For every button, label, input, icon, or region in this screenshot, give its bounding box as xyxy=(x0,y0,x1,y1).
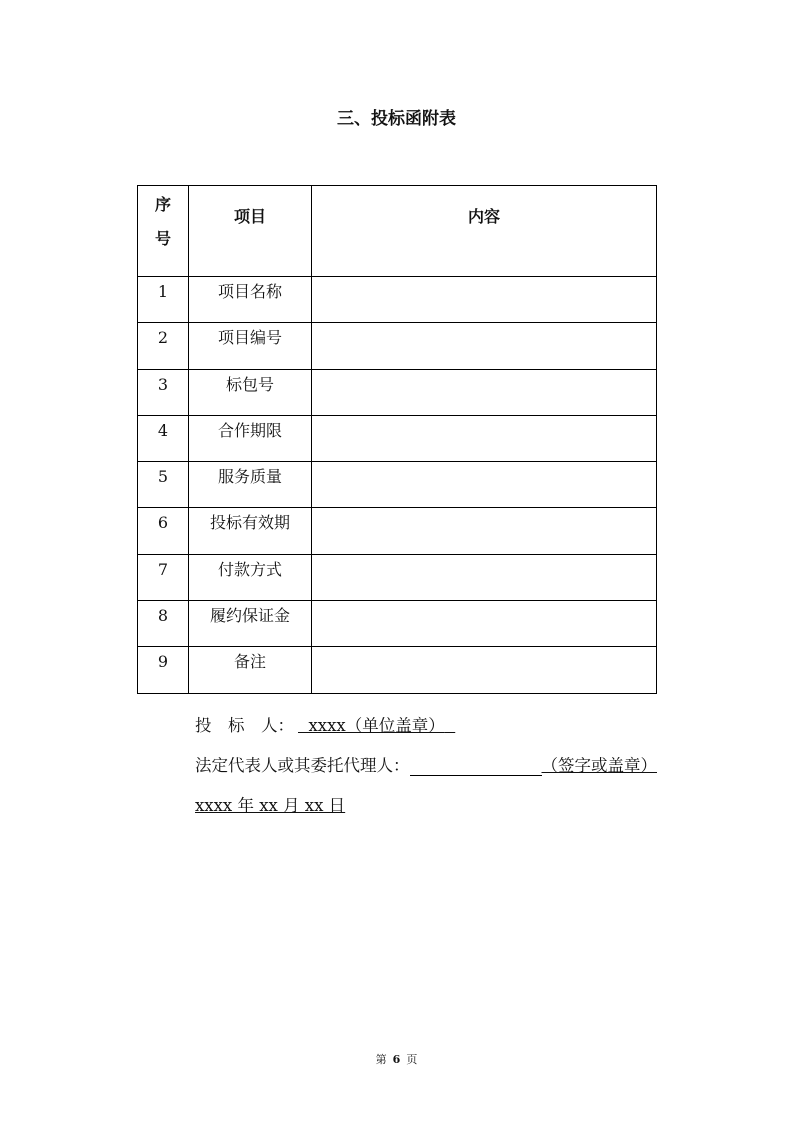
row-number: 1 xyxy=(138,277,189,323)
representative-signature-blank[interactable] xyxy=(410,757,542,776)
row-number: 6 xyxy=(138,508,189,554)
page-number: 6 xyxy=(392,1053,401,1066)
row-number: 9 xyxy=(138,647,189,693)
row-content[interactable] xyxy=(312,277,657,323)
row-number: 3 xyxy=(138,369,189,415)
header-seq-line2: 号 xyxy=(154,229,171,248)
row-number: 2 xyxy=(138,323,189,369)
table-row xyxy=(138,277,657,323)
representative-note: （签字或盖章） xyxy=(541,756,657,775)
table-row xyxy=(138,323,657,369)
row-number: 8 xyxy=(138,601,189,647)
table-row xyxy=(138,647,657,693)
header-seq-line1: 序 xyxy=(154,195,171,214)
page-title: 三、投标函附表 xyxy=(337,109,456,129)
row-content[interactable] xyxy=(312,554,657,600)
header-item: 项目 xyxy=(189,186,312,277)
table-row xyxy=(138,415,657,461)
table-row xyxy=(138,462,657,508)
row-content[interactable] xyxy=(312,415,657,461)
bid-appendix-table xyxy=(137,185,657,694)
row-item: 合作期限 xyxy=(189,415,312,461)
page-footer xyxy=(0,1051,793,1067)
row-item: 付款方式 xyxy=(189,554,312,600)
table-row xyxy=(138,508,657,554)
row-content[interactable] xyxy=(312,323,657,369)
row-item: 项目名称 xyxy=(189,277,312,323)
table-header-row xyxy=(138,186,657,277)
table-row xyxy=(138,601,657,647)
footer-prefix: 第 xyxy=(375,1053,387,1066)
row-item: 服务质量 xyxy=(189,462,312,508)
row-content[interactable] xyxy=(312,647,657,693)
row-content[interactable] xyxy=(312,508,657,554)
bidder-value-text: xxxx（单位盖章） xyxy=(308,716,445,735)
row-item: 投标有效期 xyxy=(189,508,312,554)
table-row xyxy=(138,369,657,415)
footer-suffix: 页 xyxy=(406,1053,418,1066)
table-row xyxy=(138,554,657,600)
bidder-label: 投 标 人： xyxy=(195,716,294,735)
bidder-value[interactable] xyxy=(294,716,455,735)
row-number: 7 xyxy=(138,554,189,600)
representative-line xyxy=(195,752,657,776)
row-item: 标包号 xyxy=(189,369,312,415)
row-content[interactable] xyxy=(312,462,657,508)
row-number: 4 xyxy=(138,415,189,461)
row-content[interactable] xyxy=(312,369,657,415)
date-line: xxxx 年 xx 月 xx 日 xyxy=(195,796,346,815)
row-number: 5 xyxy=(138,462,189,508)
row-item: 备注 xyxy=(189,647,312,693)
bidder-line xyxy=(195,712,455,736)
header-seq xyxy=(138,186,189,277)
row-item: 履约保证金 xyxy=(189,601,312,647)
row-content[interactable] xyxy=(312,601,657,647)
row-item: 项目编号 xyxy=(189,323,312,369)
representative-label: 法定代表人或其委托代理人： xyxy=(195,756,410,775)
header-content: 内容 xyxy=(312,186,657,277)
